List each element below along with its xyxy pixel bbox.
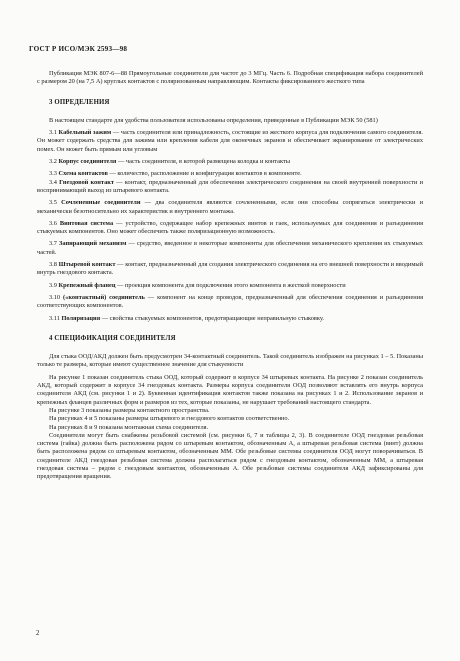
- def-number: 3.7: [49, 240, 57, 248]
- section-4-paragraph-2: На рисунке 1 показан соединитель стыка ООД, который содержит в корпусе 34 штыревых контакта. На рисунке 2 показан соединитель АКД, который содержит в корпусе 34 гнездовых контакта. Размеры корпуса соединителя ООД позволяют вставлять его внутрь корпуса соединителя АКД (см. рисунки 1 и 2). Буквенная идентификация контактов также показана на рисунках 1 и 2. Использование экранов и крепежных фланцев различных форм и размеров из тех, которые показаны, не нарушает требований настоящего стандарта.: [37, 373, 423, 406]
- definition-3-10: [37, 294, 423, 311]
- def-term: Сочлененные соединители: [61, 199, 141, 207]
- definition-3-4: [37, 179, 423, 196]
- def-text: — проекция компонента для подключения этого компонента в жесткой поверхности: [115, 281, 346, 289]
- def-number: 3.9: [49, 281, 57, 289]
- def-term: Гнездовой контакт: [59, 178, 115, 186]
- section-3-heading: 3 ОПРЕДЕЛЕНИЯ: [49, 98, 110, 106]
- definition-3-2: [37, 158, 423, 166]
- intro-paragraph: Публикация МЭК 807-6—88 Прямоугольные соединители для частот до 3 МГц. Часть 6. Подробная спецификация набора соединителей с размером 20 (на 7,5 А) круглых контактов с поляризованным направляющим. Контакты фиксированного жесткого типа: [37, 70, 423, 86]
- definition-3-8: [37, 261, 423, 278]
- def-text: — свойства стыкуемых компонентов, предотвращающие неправильную стыковку.: [100, 314, 325, 322]
- definition-3-9: [37, 282, 423, 290]
- def-term: Поляризация: [61, 314, 101, 322]
- section-4-paragraph-3: На рисунке 3 показаны размеры контактного пространства.: [49, 406, 210, 414]
- def-number: 3.5: [49, 199, 57, 207]
- definition-3-5: [37, 199, 423, 216]
- def-text: — контакт, предназначенный для создания электрического соединения на его внешней поверхности и вводимый внутрь гнездового контакта.: [37, 261, 423, 277]
- def-term: Запирающий механизм: [59, 240, 127, 248]
- def-text: — средство, введенное в некоторые компоненты для обеспечения механического крепления их стыкуемых частей.: [37, 240, 423, 256]
- def-number: 3.1: [49, 129, 57, 137]
- definition-3-6: [37, 220, 423, 237]
- definition-3-3: [37, 170, 423, 178]
- def-term: («контактный) соединитель: [63, 293, 145, 301]
- def-number: 3.8: [49, 261, 57, 269]
- document-body: [37, 70, 423, 482]
- def-text: — два соединителя являются сочлененными, если они способны сопрягаться электрически и механически безотносительно их характеристик и внутреннего монтажа.: [37, 199, 424, 215]
- def-text: — контакт, предназначенный для обеспечения электрического соединения на своей внутренней поверхности и воспринимающий выход из штыревого контакта.: [37, 178, 423, 194]
- def-number: 3.3: [49, 170, 57, 178]
- def-term: Корпус соединителя: [58, 158, 117, 166]
- def-text: — часть соединителя или принадлежность, состоящие из жесткого корпуса для подключения самого соединителя. Он может содержать средства для зажима или крепления кабеля для оконечных экранов и обеспечивает экранирование от электрических помех. Он может быть прямым или угловым: [37, 129, 423, 153]
- page-number: 2: [36, 630, 40, 637]
- def-text: — компонент на конце проводов, предназначенный для обеспечения соединения и разъединения соответствующих компонентов.: [37, 293, 423, 310]
- section-4-paragraph-6: Соединители могут быть снабжены резьбовой системой (см. рисунки 6, 7 и таблицы 2, 3). В соединителе ООД гнездовая резьбовая система (гайка) должна быть расположена рядом со штыревым контактом, обозначенным А, а штыревая резьбовая система (винт) должна быть расположена рядом со штыревым контактом, обозначенным ММ. Обе резьбовые системы соединителя ООД могут поворачиваться. В соединителе АКД гнездовая резьбовая система должна располагаться рядом с гнездовым контактом, обозначенным ММ, а штыревая гнездовая система – рядом с гнездовым контактом, обозначенным А. Обе резьбовые системы соединителя АКД зафиксированы для предотвращения вращения.: [37, 431, 423, 481]
- section-4-paragraph-5: На рисунках 8 и 9 показана монтажная схема соединителя.: [49, 423, 209, 431]
- def-number: 3.4: [49, 178, 57, 186]
- section-4-paragraph-1: Для стыка ООД/АКД должен быть предусмотрен 34-контактный соединитель. Такой соединитель изображен на рисунках 1 – 5. Показаны только те размеры, которые имеют существенное значение для стыкуемости: [37, 353, 423, 369]
- def-term: Кабельный зажим: [58, 129, 112, 137]
- def-term: Схема контактов: [58, 170, 108, 178]
- def-term: Крепежный фланец: [58, 281, 116, 289]
- def-number: 3.11: [49, 314, 60, 322]
- def-text: — количество, расположение и конфигурация контактов в компоненте.: [107, 170, 302, 178]
- def-text: — часть соединителя, в которой размещена колодка и контакты: [116, 158, 290, 166]
- def-term: Штыревой контакт: [58, 261, 116, 269]
- def-number: 3.6: [49, 219, 57, 227]
- section-4-paragraph-4: На рисунках 4 и 5 показаны размеры штыревого и гнездового контактов соответственно.: [49, 415, 290, 423]
- definition-3-11: [37, 315, 423, 323]
- def-number: 3.2: [49, 158, 57, 166]
- standard-header: ГОСТ Р ИСО/МЭК 2593—98: [29, 45, 128, 53]
- definition-3-7: [37, 240, 423, 257]
- def-text: — устройство, содержащее набор крепежных винтов и гаек, используемых для соединения и разъединения стыкуемых компонентов. Оно может обеспечить также поляризационную возможность.: [37, 219, 423, 236]
- def-number: 3.10: [49, 293, 61, 301]
- section-4-heading: 4 СПЕЦИФИКАЦИЯ СОЕДИНИТЕЛЯ: [49, 334, 176, 342]
- definition-3-1: [37, 129, 423, 154]
- section-3-lead: В настоящем стандарте для удобства пользователя использованы определения, приведенные в Публикации МЭК 50 (581): [49, 116, 378, 124]
- def-term: Винтовая система: [59, 219, 114, 227]
